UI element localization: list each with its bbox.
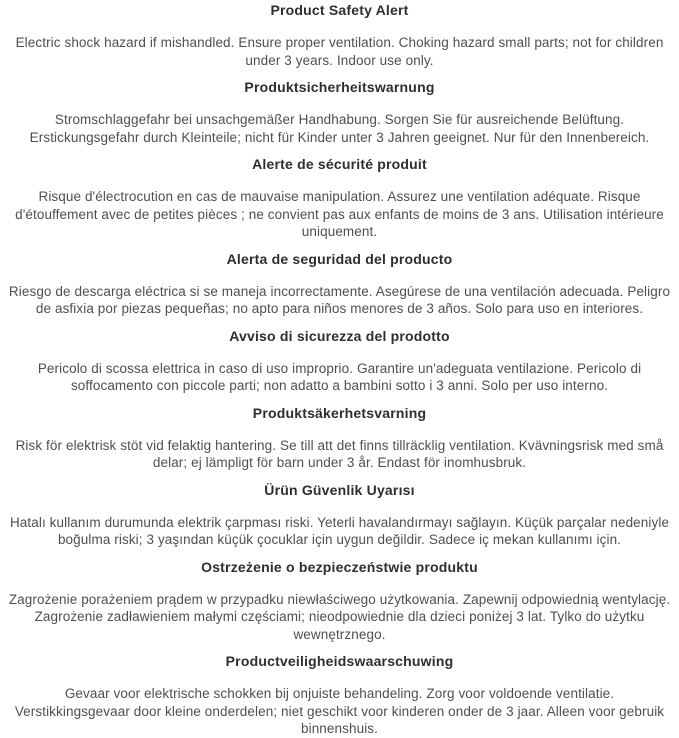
alert-body-en: Electric shock hazard if mishandled. Ensure proper ventilation. Choking hazard small parts; not for children under 3 years. Indoor use only. (15, 35, 664, 68)
safety-section-de (8, 79, 671, 146)
alert-body-nl: Gevaar voor elektrische schokken bij onjuiste behandeling. Zorg voor voldoende ventilatie. Verstikkingsgevaar door kleine onderdelen; niet geschikt voor kinderen onder de 3 jaar. Alleen voor gebruik binnenshuis. (14, 686, 665, 736)
alert-heading-nl: Productveiligheidswaarschuwing (225, 653, 454, 669)
alert-body-sv: Risk för elektrisk stöt vid felaktig hantering. Se till att det finns tillräcklig ventilation. Kvävningsrisk med små delar; ej lämpligt för barn under 3 år. Endast för inomhusbruk. (15, 437, 664, 470)
alert-body-fr: Risque d'électrocution en cas de mauvaise manipulation. Assurez une ventilation adéquate. Risque d'étouffement avec de petites pièces ; ne convient pas aux enfants de moins de 3 ans. Utilisation intérieure uniquement. (15, 189, 664, 239)
alert-heading-it: Avviso di sicurezza del prodotto (229, 327, 450, 344)
safety-section-fr (8, 156, 671, 241)
alert-heading-sv: Produktsäkerhetsvarning (252, 404, 427, 421)
safety-section-pl (8, 559, 671, 644)
alert-body-es: Riesgo de descarga eléctrica si se maneja incorrectamente. Asegúrese de una ventilación adecuada. Peligro de asfixia por piezas pequeñas; no apto para niños menores de 3 años. Solo para uso en interiores. (8, 283, 671, 316)
alert-heading-en: Product Safety Alert (270, 2, 409, 18)
safety-section-en (8, 2, 671, 69)
safety-section-sv (8, 405, 671, 472)
safety-section-it (8, 328, 671, 395)
alert-body-de: Stromschlaggefahr bei unsachgemäßer Handhabung. Sorgen Sie für ausreichende Belüftung. Erstickungsgefahr durch Kleinteile; nicht für Kinder unter 3 Jahren geeignet. Nur für den Innenbereich. (29, 112, 650, 145)
alert-heading-de: Produktsicherheitswarnung (244, 79, 435, 95)
alert-heading-es: Alerta de seguridad del producto (226, 250, 453, 267)
safety-section-nl (8, 653, 671, 738)
safety-section-tr (8, 482, 671, 549)
alert-heading-pl: Ostrzeżenie o bezpieczeństwie produktu (201, 558, 478, 575)
safety-section-es (8, 251, 671, 318)
alert-heading-fr: Alerte de sécurité produit (252, 156, 427, 172)
alert-heading-tr: Ürün Güvenlik Uyarısı (264, 481, 415, 498)
alert-body-tr: Hatalı kullanım durumunda elektrik çarpması riski. Yeterli havalandırmayı sağlayın. Küçük parçalar nedeniyle boğulma riski; 3 yaşından küçük çocuklar için uygun değildir. Sadece iç mekan kullanımı için. (9, 514, 670, 547)
alert-body-pl: Zagrożenie porażeniem prądem w przypadku niewłaściwego użytkowania. Zapewnij odpowiednią wentylację. Zagrożenie zadławieniem małymi częściami; nieodpowiednie dla dzieci poniżej 3 lat. Tylko do użytku wewnętrznego. (8, 591, 671, 642)
alert-body-it: Pericolo di scossa elettrica in caso di uso improprio. Garantire un'adeguata ventilazione. Pericolo di soffocamento con piccole parti; non adatto a bambini sotto i 3 anni. Solo per uso interno. (37, 360, 642, 393)
